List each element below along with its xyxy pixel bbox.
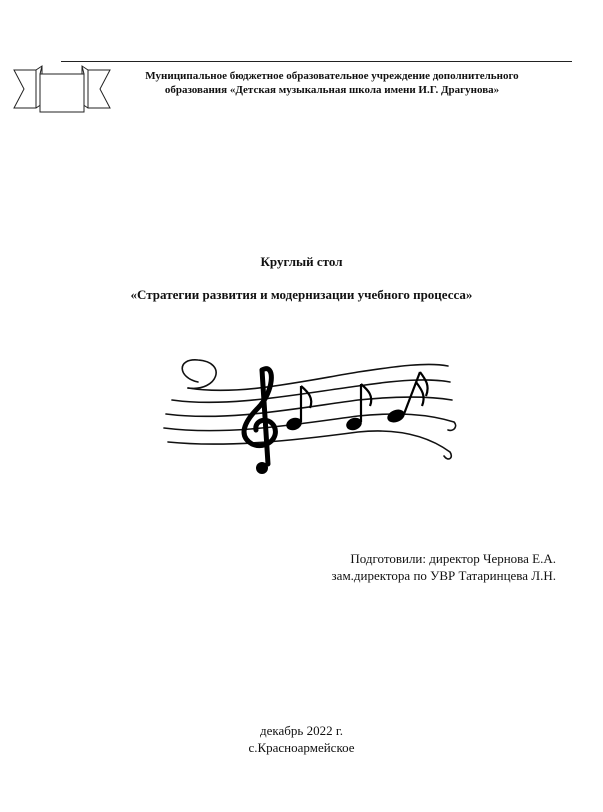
ribbon-banner-icon [12,64,112,116]
institution-header [112,69,552,97]
institution-line-2: образования «Детская музыкальная школа имени И.Г. Драгунова» [164,84,500,96]
document-title: Круглый стол [260,254,343,269]
document-date: декабрь 2022 г. [260,723,343,738]
music-staff-notes-icon [158,352,458,482]
prepared-by-block [332,550,556,584]
institution-line-1: Муниципальное бюджетное образовательное учреждение дополнительного [145,70,519,82]
document-place: с.Красноармейское [248,740,355,755]
prepared-by-line-2: зам.директора по УВР Татаринцева Л.Н. [331,568,556,583]
footer-block [0,722,603,756]
prepared-by-line-1: Подготовили: директор Чернова Е.А. [350,551,556,566]
document-subtitle: «Стратегии развития и модернизации учебного процесса» [130,287,473,302]
header-divider [61,61,572,62]
